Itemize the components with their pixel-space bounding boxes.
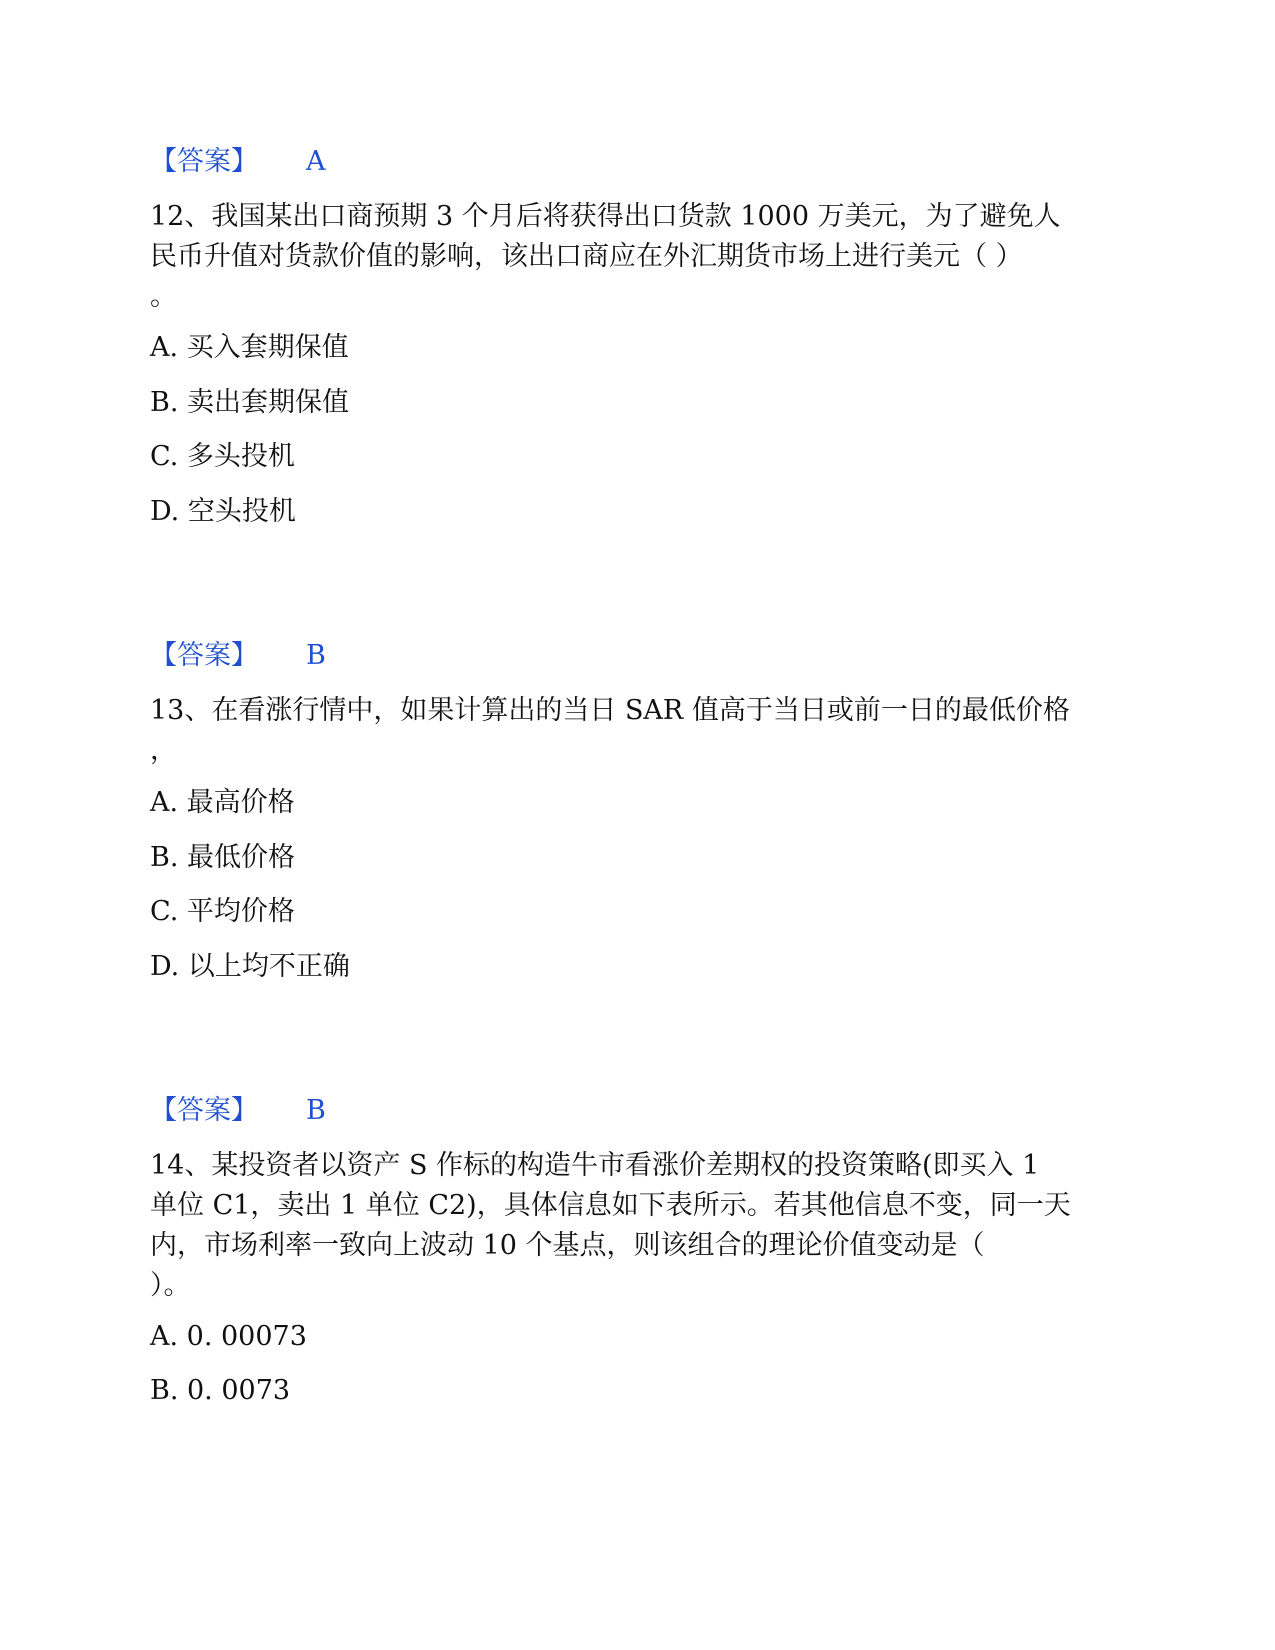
answer-line — [150, 144, 326, 180]
option-b: B. 卖出套期保值 — [150, 387, 350, 418]
question-line: 14、某投资者以资产 S 作标的构造牛市看涨价差期权的投资策略(即买入 1 — [150, 1150, 1040, 1181]
question-line: 12、我国某出口商预期 3 个月后将获得出口货款 1000 万美元，为了避免人 — [150, 201, 1061, 232]
answer-line — [150, 638, 326, 674]
option-b: B. 0. 0073 — [150, 1375, 291, 1406]
question-line: ）。 — [150, 1270, 191, 1301]
question-line: 13、在看涨行情中，如果计算出的当日 SAR 值高于当日或前一日的最低价格 — [150, 695, 1070, 726]
answer-label: 【答案】 — [150, 640, 258, 671]
option-c: C. 平均价格 — [150, 896, 295, 927]
question-line: 单位 C1，卖出 1 单位 C2)，具体信息如下表所示。若其他信息不变，同一天 — [150, 1190, 1071, 1221]
option-a: A. 买入套期保值 — [150, 332, 349, 363]
option-d: D. 以上均不正确 — [150, 951, 350, 982]
answer-label: 【答案】 — [150, 146, 258, 177]
answer-label: 【答案】 — [150, 1095, 258, 1126]
question-text — [150, 1146, 1110, 1306]
answer-line — [150, 1093, 326, 1129]
option-c: C. 多头投机 — [150, 441, 295, 472]
question-line: 内，市场利率一致向上波动 10 个基点，则该组合的理论价值变动是（ — [150, 1230, 985, 1261]
option-b: B. 最低价格 — [150, 842, 296, 873]
question-text — [150, 197, 1110, 317]
question-line: ， — [150, 735, 177, 766]
answer-value: B — [306, 640, 326, 671]
question-line: 民币升值对货款价值的影响，该出口商应在外汇期货市场上进行美元（ ） — [150, 241, 1023, 272]
option-d: D. 空头投机 — [150, 496, 296, 527]
option-a: A. 0. 00073 — [150, 1321, 307, 1352]
option-a: A. 最高价格 — [150, 787, 295, 818]
question-text — [150, 691, 1110, 771]
question-line: 。 — [150, 281, 177, 312]
answer-value: A — [306, 146, 326, 177]
answer-value: B — [306, 1095, 326, 1126]
